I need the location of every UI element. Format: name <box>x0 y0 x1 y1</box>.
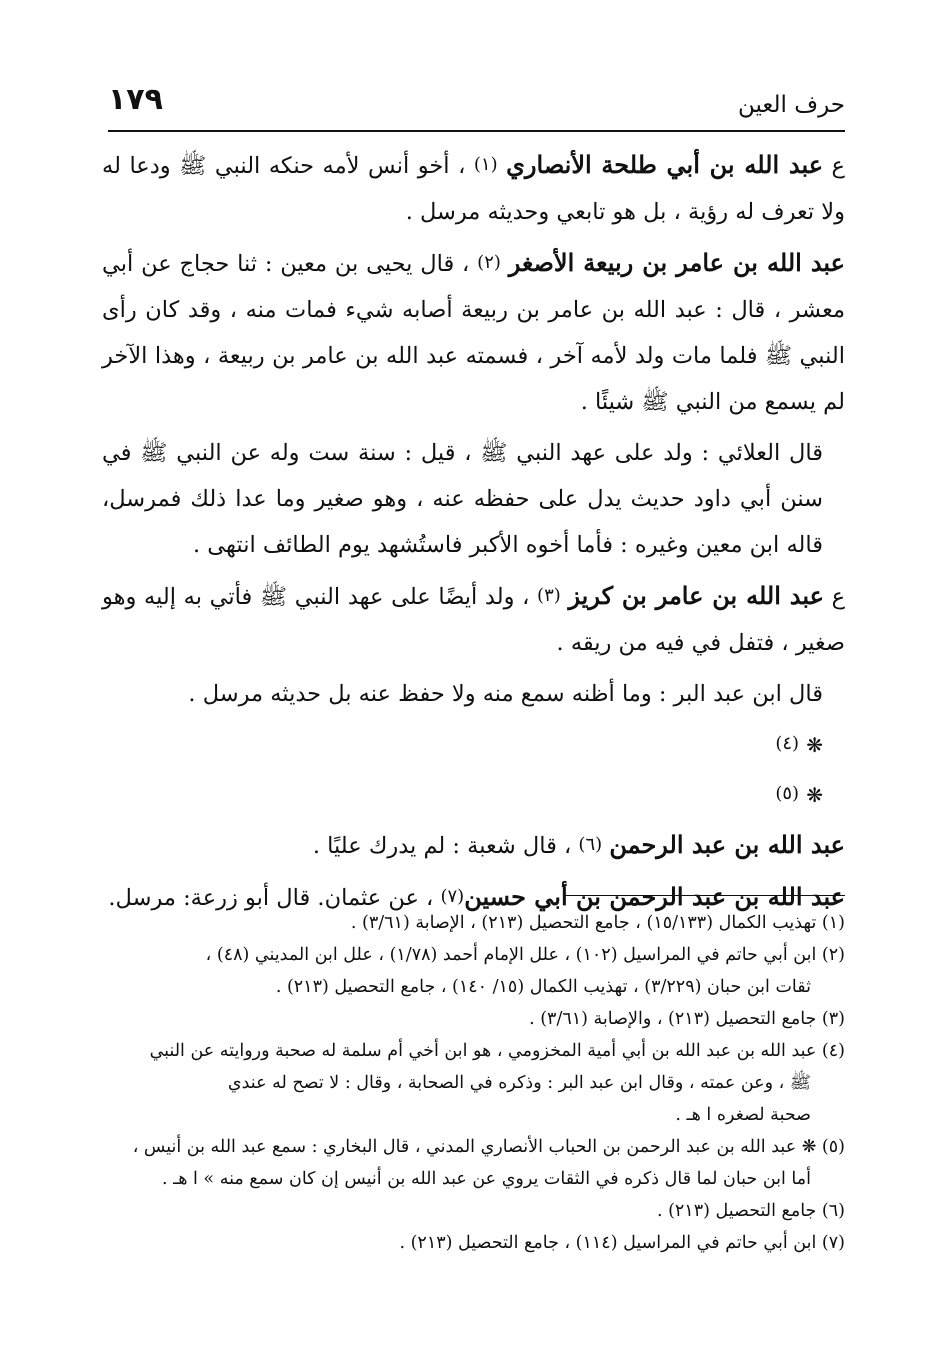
footnote <box>102 1227 845 1259</box>
entry-paragraph <box>102 240 845 425</box>
page-number: ١٧٩ <box>108 82 163 117</box>
footnote <box>102 939 845 1003</box>
entry-prefix: ع <box>831 153 845 179</box>
main-text <box>102 142 845 926</box>
entry-text: ، عن عثمان. قال أبو زرعة: مرسل. <box>108 885 434 911</box>
entry-text: ، قال شعبة : لم يدرك عليًا . <box>312 833 572 859</box>
entry-paragraph <box>102 822 845 869</box>
footnote <box>102 1131 845 1195</box>
running-head <box>108 82 845 126</box>
entry-text: ، قال يحيى بن معين : ثنا حجاج عن أبي معشر ، قال : عبد الله بن عامر بن ربيعة أصابه شيء فمات منه ، وقد كان رأى النبي ﷺ فلما مات ولد لأمه آخر ، فسمته عبد الله بن عامر بن ربيعة ، وهذا الآخر لم يسمع من النبي ﷺ شيئًا . <box>102 251 845 415</box>
entry-prefix: ع <box>831 584 846 610</box>
footnote-line: أما ابن حبان لما قال ذكره في الثقات يروي عن عبد الله بن أنيس إن كان سمع منه » ا هـ . <box>161 1169 811 1189</box>
footnote-line: (٧) ابن أبي حاتم في المراسيل (١١٤) ، جامع التحصيل (٢١٣) . <box>399 1233 845 1253</box>
footnote-ref: (٧) <box>440 886 465 907</box>
omitted-entry <box>102 722 845 767</box>
footnote <box>102 1195 845 1227</box>
footnote-line: (٥) ❋ عبد الله بن عبد الرحمن بن الحباب الأنصاري المدني ، قال البخاري : سمع عبد الله بن أنيس ، <box>132 1137 845 1157</box>
footnotes-rule <box>565 895 845 896</box>
footnote-ref: (٤) <box>775 733 800 754</box>
footnote <box>102 907 845 939</box>
entry-paragraph <box>102 142 845 235</box>
entry-name: عبد الله بن أبي طلحة الأنصاري <box>506 150 824 179</box>
footnote-line: (٤) عبد الله بن عبد الله بن أبي أمية المخزومي ، هو ابن أخي أم سلمة له صحبة وروايته عن النبي <box>149 1041 845 1061</box>
footnote-ref: (٦) <box>578 834 603 855</box>
footnotes <box>102 907 845 1259</box>
asterisk-icon: ❋ <box>806 733 823 757</box>
footnote-ref: (٢) <box>477 252 501 273</box>
footnote-line: (١) تهذيب الكمال (١٥/١٣٣) ، جامع التحصيل (٢١٣) ، الإصابة (٣/٦١) . <box>350 913 845 933</box>
entry-name: عبد الله بن عامر بن ربيعة الأصغر <box>508 248 845 277</box>
footnote-line: ثقات ابن حبان (٣/٢٢٩) ، تهذيب الكمال (١٥/ ١٤٠) ، جامع التحصيل (٢١٣) . <box>275 977 811 997</box>
footnote <box>102 1035 845 1131</box>
footnote-ref: (١) <box>473 154 498 175</box>
asterisk-icon: ❋ <box>806 783 823 807</box>
entry-name: عبد الله بن عبد الرحمن بن أبي حسين <box>464 882 845 911</box>
footnote-ref: (٥) <box>775 783 800 804</box>
quote-text: قال العلائي : ولد على عهد النبي ﷺ ، قيل : سنة ست وله عن النبي ﷺ في سنن أبي داود حديث يدل على حفظه عنه ، وهو صغير وما عدا ذلك فمرسل، قاله ابن معين وغيره : فأما أخوه الأكبر فاستُشهد يوم الطائف انتهى . <box>102 440 823 558</box>
footnote-line: ﷺ ، وعن عمته ، وقال ابن عبد البر : وذكره في الصحابة ، وقال : لا تصح له عندي <box>227 1073 811 1093</box>
footnote-line: (٦) جامع التحصيل (٢١٣) . <box>656 1201 845 1221</box>
quote-paragraph <box>102 430 845 568</box>
entry-text: ، أخو أنس لأمه حنكه النبي ﷺ ودعا له ولا تعرف له رؤية ، بل هو تابعي وحديثه مرسل . <box>102 153 845 225</box>
quote-text: قال ابن عبد البر : وما أظنه سمع منه ولا حفظ عنه بل حديثه مرسل . <box>188 681 823 707</box>
quote-paragraph <box>102 671 845 717</box>
header-rule <box>108 130 845 132</box>
entry-text: ، ولد أيضًا على عهد النبي ﷺ فأتي به إليه وهو صغير ، فتفل في فيه من ريقه . <box>102 584 845 656</box>
chapter-title: حرف العين <box>737 92 845 118</box>
footnote-ref: (٣) <box>537 585 561 606</box>
entry-name: عبد الله بن عبد الرحمن <box>609 830 845 859</box>
footnote <box>102 1003 845 1035</box>
footnote-line: (٣) جامع التحصيل (٢١٣) ، والإصابة (٣/٦١) . <box>529 1009 845 1029</box>
footnote-line: صحبة لصغره ا هـ . <box>675 1105 811 1125</box>
omitted-entry <box>102 772 845 817</box>
entry-name: عبد الله بن عامر بن كريز <box>568 581 824 610</box>
entry-paragraph <box>102 573 845 666</box>
footnote-line: (٢) ابن أبي حاتم في المراسيل (١٠٢) ، علل الإمام أحمد (١/٧٨) ، علل ابن المديني (٤٨) ، <box>205 945 845 965</box>
